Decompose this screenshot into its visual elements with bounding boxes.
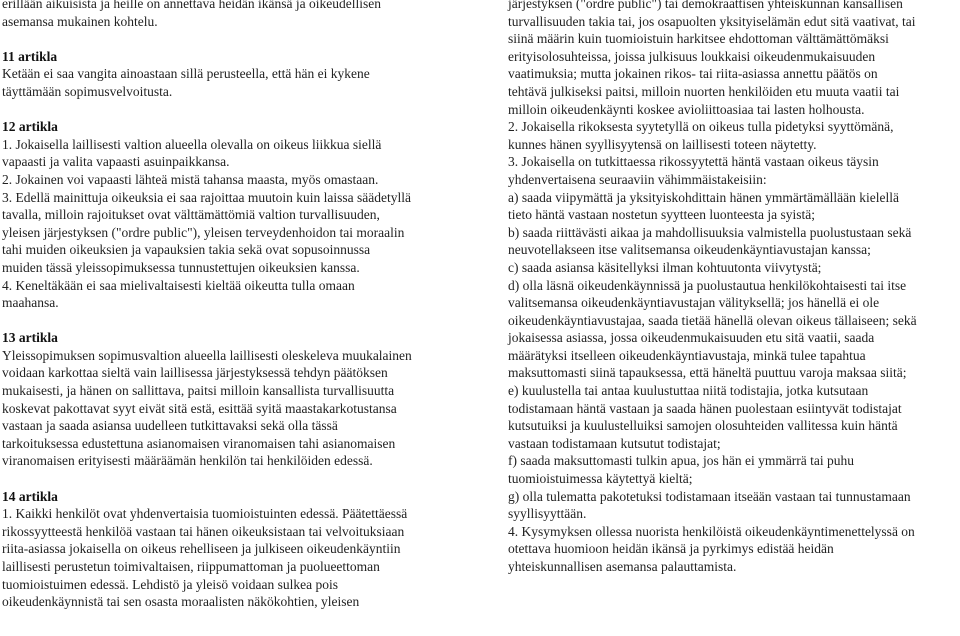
text-line: oikeudenkäynnistä tai sen osasta moraalisten näkökohtien, yleisen <box>2 594 360 610</box>
text-line: syyllisyyttään. <box>508 506 587 522</box>
text-line: riita-asiassa jokaisella on oikeus rehelliseen ja julkiseen oikeudenkäyntiin <box>2 541 401 557</box>
text-line: tavalla, milloin rajoitukset ovat välttämättömiä valtion turvallisuuden, <box>2 207 380 223</box>
text-line: erityisolosuhteissa, joissa julkisuus loukkaisi oikeudenmukaisuuden <box>508 48 876 64</box>
text-line: c) saada asiansa käsitellyksi ilman kohtuutonta viivytystä; <box>508 259 822 275</box>
text-line: b) saada riittävästi aikaa ja mahdollisuuksia valmistella puolustustaan sekä <box>508 224 912 240</box>
text-line: erillään aikuisista ja heille on annettava heidän ikänsä ja oikeudellisen <box>2 0 381 11</box>
text-line: todistamaan häntä vastaan ja saada hänen puolestaan esiintyvät todistajat <box>508 400 902 416</box>
text-line: a) saada viipymättä ja yksityiskohdittain hänen ymmärtämällään kielellä <box>508 189 899 205</box>
text-line: Ketään ei saa vangita ainoastaan sillä perusteella, että hän ei kykene <box>2 66 370 82</box>
text-line: tuomioistuimen edessä. Lehdistö ja yleisö voidaan sulkea pois <box>2 576 338 592</box>
text-line: yleisen järjestyksen ("ordre public"), yleisen terveydenhoidon tai moraalin <box>2 224 405 240</box>
right-column <box>508 0 958 576</box>
text-line: tieto häntä vastaan nostetun syytteen luonteesta ja syistä; <box>508 207 816 223</box>
article-12 <box>2 118 468 312</box>
text-line: neuvotellakseen itse valitsemansa oikeudenkäyntiavustajan kanssa; <box>508 242 871 258</box>
text-line: siinä määrin kuin tuomioistuin harkitsee ehdottoman välttämättömäksi <box>508 31 889 47</box>
text-line: 2. Jokainen voi vapaasti lähteä mistä tahansa maasta, myös omastaan. <box>2 171 379 187</box>
text-line: maahansa. <box>2 295 59 311</box>
text-line: määrätyksi itselleen oikeudenkäyntiavustaja, minkä tulee tapahtua <box>508 347 866 363</box>
text-line: viranomaisen erityisesti määräämän henkilön tai henkilöiden edessä. <box>2 453 373 469</box>
text-line: jokaisessa asiassa, jossa oikeudenmukaisuuden etu sitä vaatii, saada <box>508 330 875 346</box>
text-line: turvallisuuden takia tai, jos osapuolten yksityiselämän edut sitä vaativat, tai <box>508 13 916 29</box>
text-line: 4. Keneltäkään ei saa mielivaltaisesti kieltää oikeutta tulla omaan <box>2 277 355 293</box>
text-line: 3. Edellä mainittuja oikeuksia ei saa rajoittaa muutoin kuin laissa säädetyllä <box>2 189 412 205</box>
text-line: yhdenvertaisena seuraaviin vähimmäistakeisiin: <box>508 171 767 187</box>
text-line: milloin oikeudenkäynti koskee avioliittoasiaa tai lasten holhousta. <box>508 101 865 117</box>
article-13 <box>2 329 468 470</box>
text-line: rikossyytteestä henkilöä vastaan tai hänen oikeuksistaan tai velvoituksiaan <box>2 523 405 539</box>
text-line: maksuttomasti siinä tapauksessa, että häneltä puuttuu varoja maksaa siitä; <box>508 365 907 381</box>
intro-paragraph <box>2 0 468 30</box>
text-line: vastaan ja saada asiansa uudelleen tutkittavaksi sekä olla tässä <box>2 418 338 434</box>
text-line: oikeudenkäyntiavustajaa, saada tietää hänellä olevan oikeus tällaiseen; sekä <box>508 312 917 328</box>
text-line: voidaan karkottaa sieltä vain laillisessa järjestyksessä tehdyn päätöksen <box>2 365 388 381</box>
text-line: 1. Kaikki henkilöt ovat yhdenvertaisia tuomioistuinten edessä. Päätettäessä <box>2 506 408 522</box>
text-line: 4. Kysymyksen ollessa nuorista henkilöistä oikeudenkäyntimenettelyssä on <box>508 523 915 539</box>
text-line: vastaan todistamaan kutsutut todistajat; <box>508 435 721 451</box>
text-line: laillisesti perustetun toimivaltaisen, riippumattoman ja puolueettoman <box>2 559 380 574</box>
article-11-heading: 11 artikla <box>2 48 58 64</box>
text-line: tuomioistuimessa käytettyä kieltä; <box>508 471 693 487</box>
text-line: asemansa mukainen kohtelu. <box>2 13 158 29</box>
text-line: 3. Jokaisella on tutkittaessa rikossyytettä häntä vastaan oikeus täysin <box>508 154 879 170</box>
text-line: koskevat pakottavat syyt eivät sitä estä, esittää syitä maastakarkotustansa <box>2 400 397 416</box>
article-14 <box>2 488 468 611</box>
article-14-heading: 14 artikla <box>2 488 58 504</box>
text-line: vapaasti ja valita vapaasti asuinpaikkansa. <box>2 154 230 170</box>
text-line: täyttämään sopimusvelvoitusta. <box>2 83 173 99</box>
text-line: yhteiskunnallisen asemansa palauttamista. <box>508 559 737 574</box>
text-line: tarkoituksessa edustettuna asianomaisen viranomaisen tahi asianomaisen <box>2 435 396 451</box>
text-line: vaatimuksia; mutta jokainen rikos- tai riita-asiassa annettu päätös on <box>508 66 878 82</box>
article-12-heading: 12 artikla <box>2 119 58 135</box>
text-line: 1. Jokaisella laillisesti valtion alueella olevalla on oikeus liikkua siellä <box>2 136 382 152</box>
text-line: kunnes hänen syyllisyytensä on laillisesti toteen näytetty. <box>508 136 817 152</box>
text-line: kutsutuiksi ja kuulustelluiksi samojen olosuhteiden vallitessa kuin häntä <box>508 418 898 434</box>
text-line: e) kuulustella tai antaa kuulustuttaa niitä todistajia, jotka kutsutaan <box>508 383 869 399</box>
text-line: g) olla tulematta pakotetuksi todistamaan itseään vastaan tai tunnustamaan <box>508 488 911 504</box>
text-line: f) saada maksuttomasti tulkin apua, jos hän ei ymmärrä tai puhu <box>508 453 855 469</box>
text-line: muiden tässä yleissopimuksessa tunnustettujen oikeuksien kanssa. <box>2 259 360 275</box>
left-column <box>2 0 468 611</box>
text-line: valitsemansa oikeudenkäyntiavustajan välityksellä; jos hänellä ei ole <box>508 295 880 311</box>
text-line: d) olla läsnä oikeudenkäynnissä ja puolustautua henkilökohtaisesti tai itse <box>508 277 907 293</box>
text-line: Yleissopimuksen sopimusvaltion alueella laillisesti oleskeleva muukalainen <box>2 347 412 363</box>
text-line: tahi muiden oikeuksien ja vapauksien takia sekä ovat sopusoinnussa <box>2 242 371 258</box>
text-line: otettava huomioon heidän ikänsä ja pyrkimys edistää heidän <box>508 541 834 557</box>
text-line: mukaisesti, ja hänen on sallittava, paitsi milloin kansallista turvallisuutta <box>2 383 395 399</box>
text-line: tehtävä julkiseksi paitsi, milloin nuorten henkilöiden etu muuta vaatii tai <box>508 83 900 99</box>
article-13-heading: 13 artikla <box>2 330 58 346</box>
text-line: järjestyksen ("ordre public") tai demokraattisen yhteiskunnan kansallisen <box>508 0 903 11</box>
article-11 <box>2 48 468 101</box>
text-line: 2. Jokaisella rikoksesta syytetyllä on oikeus tulla pidetyksi syyttömänä, <box>508 119 894 135</box>
